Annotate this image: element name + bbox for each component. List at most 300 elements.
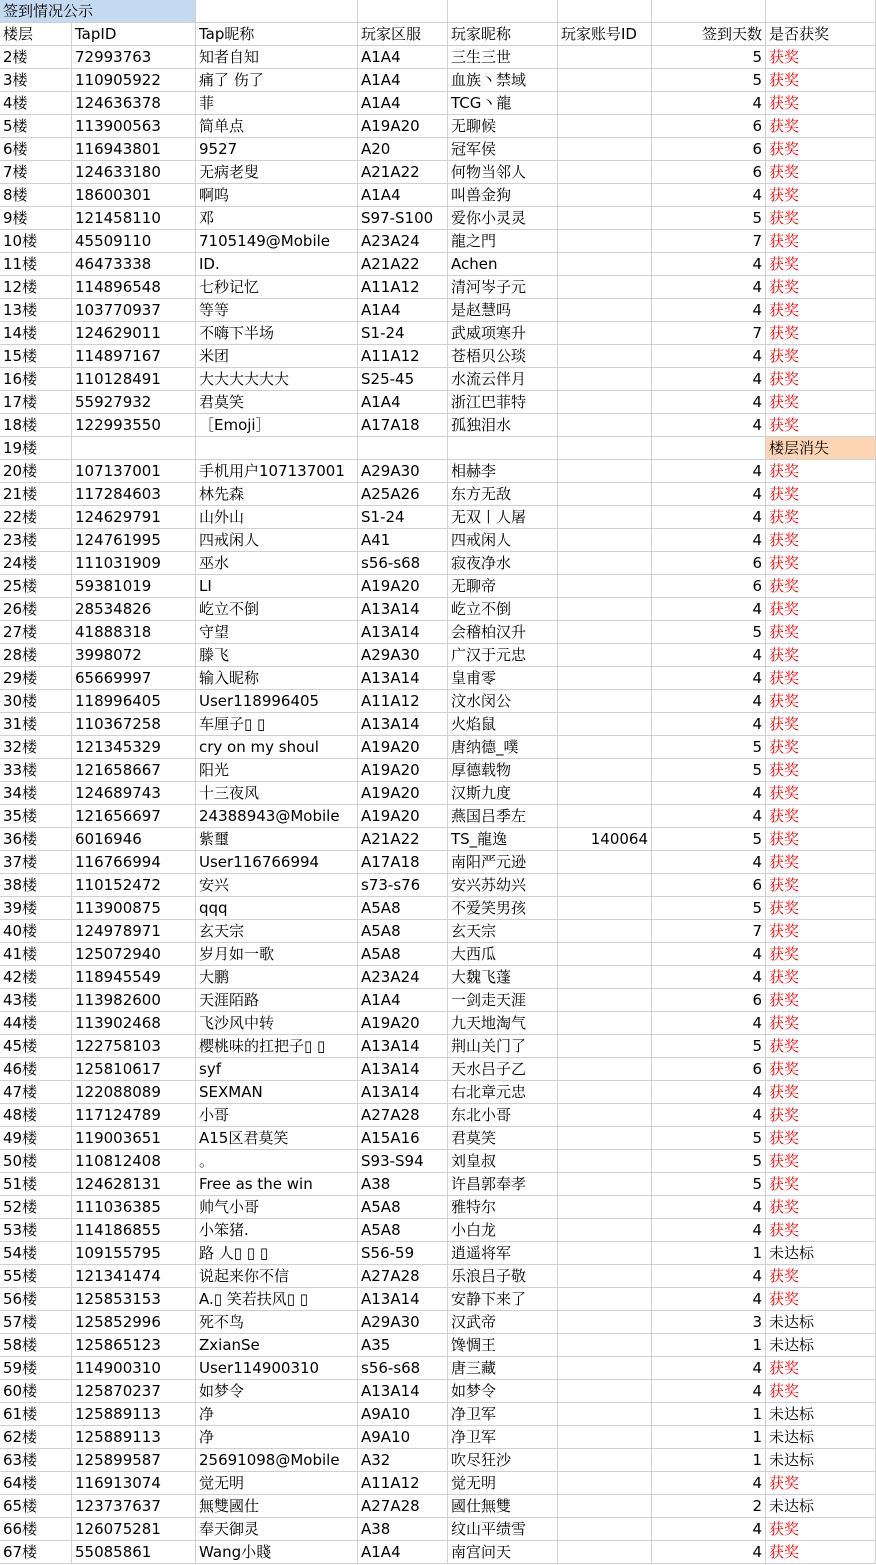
tapid-cell[interactable]: 113900563 — [72, 115, 196, 138]
award-cell[interactable]: 获奖 — [766, 552, 876, 575]
floor-cell[interactable]: 35楼 — [0, 805, 72, 828]
signin-days-cell[interactable]: 4 — [652, 1081, 766, 1104]
floor-cell[interactable]: 39楼 — [0, 897, 72, 920]
player-nickname-cell[interactable]: 安兴苏幼兴 — [448, 874, 558, 897]
server-cell[interactable]: s56-s68 — [358, 552, 448, 575]
award-cell[interactable]: 未达标 — [766, 1495, 876, 1518]
tap-nickname-cell[interactable]: 山外山 — [196, 506, 358, 529]
account-id-cell[interactable] — [558, 345, 652, 368]
award-cell[interactable]: 未达标 — [766, 1403, 876, 1426]
account-id-cell[interactable] — [558, 1426, 652, 1449]
player-nickname-cell[interactable]: 燕国吕季左 — [448, 805, 558, 828]
account-id-cell[interactable] — [558, 92, 652, 115]
tap-nickname-cell[interactable]: 觉无明 — [196, 1472, 358, 1495]
account-id-cell[interactable] — [558, 644, 652, 667]
player-nickname-cell[interactable]: 大魏飞蓬 — [448, 966, 558, 989]
tapid-cell[interactable]: 110812408 — [72, 1150, 196, 1173]
award-cell[interactable]: 获奖 — [766, 1173, 876, 1196]
player-nickname-cell[interactable]: 九天地淘气 — [448, 1012, 558, 1035]
server-cell[interactable]: A5A8 — [358, 920, 448, 943]
account-id-cell[interactable] — [558, 460, 652, 483]
tapid-cell[interactable]: 45509110 — [72, 230, 196, 253]
floor-cell[interactable]: 55楼 — [0, 1265, 72, 1288]
signin-days-cell[interactable]: 4 — [652, 851, 766, 874]
player-nickname-cell[interactable]: 净卫军 — [448, 1426, 558, 1449]
floor-cell[interactable]: 45楼 — [0, 1035, 72, 1058]
signin-days-cell[interactable]: 5 — [652, 621, 766, 644]
player-nickname-cell[interactable]: 雅特尔 — [448, 1196, 558, 1219]
player-nickname-cell[interactable]: 汶水闵公 — [448, 690, 558, 713]
tapid-cell[interactable]: 55927932 — [72, 391, 196, 414]
player-nickname-cell[interactable]: 孤独泪水 — [448, 414, 558, 437]
account-id-cell[interactable] — [558, 736, 652, 759]
signin-days-cell[interactable]: 6 — [652, 575, 766, 598]
floor-cell[interactable]: 42楼 — [0, 966, 72, 989]
award-cell[interactable]: 获奖 — [766, 276, 876, 299]
account-id-cell[interactable] — [558, 690, 652, 713]
tap-nickname-cell[interactable]: 不嗨下半场 — [196, 322, 358, 345]
player-nickname-cell[interactable]: 汉武帝 — [448, 1311, 558, 1334]
player-nickname-cell[interactable]: 吹尽狂沙 — [448, 1449, 558, 1472]
signin-days-cell[interactable]: 1 — [652, 1426, 766, 1449]
signin-days-cell[interactable]: 5 — [652, 736, 766, 759]
header-tapid[interactable]: TapID — [72, 23, 196, 46]
tapid-cell[interactable]: 114896548 — [72, 276, 196, 299]
tapid-cell[interactable]: 116913074 — [72, 1472, 196, 1495]
award-cell[interactable]: 获奖 — [766, 575, 876, 598]
floor-cell[interactable]: 9楼 — [0, 207, 72, 230]
award-cell[interactable]: 获奖 — [766, 483, 876, 506]
signin-days-cell[interactable]: 1 — [652, 1334, 766, 1357]
server-cell[interactable]: S93-S94 — [358, 1150, 448, 1173]
server-cell[interactable]: A1A4 — [358, 92, 448, 115]
tap-nickname-cell[interactable]: A15区君莫笑 — [196, 1127, 358, 1150]
signin-days-cell[interactable]: 4 — [652, 391, 766, 414]
floor-cell[interactable]: 6楼 — [0, 138, 72, 161]
tapid-cell[interactable]: 114900310 — [72, 1357, 196, 1380]
account-id-cell[interactable] — [558, 1127, 652, 1150]
floor-cell[interactable]: 66楼 — [0, 1518, 72, 1541]
signin-days-cell[interactable]: 4 — [652, 644, 766, 667]
award-cell[interactable]: 获奖 — [766, 989, 876, 1012]
header-award[interactable]: 是否获奖 — [766, 23, 876, 46]
tap-nickname-cell[interactable]: LI — [196, 575, 358, 598]
player-nickname-cell[interactable]: 龍之門 — [448, 230, 558, 253]
tapid-cell[interactable]: 111036385 — [72, 1196, 196, 1219]
player-nickname-cell[interactable]: 刘皇叔 — [448, 1150, 558, 1173]
server-cell[interactable]: A21A22 — [358, 253, 448, 276]
account-id-cell[interactable] — [558, 1265, 652, 1288]
tapid-cell[interactable]: 103770937 — [72, 299, 196, 322]
server-cell[interactable]: A35 — [358, 1334, 448, 1357]
tap-nickname-cell[interactable]: Free as the win — [196, 1173, 358, 1196]
floor-cell[interactable]: 49楼 — [0, 1127, 72, 1150]
tap-nickname-cell[interactable]: 岁月如一歌 — [196, 943, 358, 966]
floor-cell[interactable]: 59楼 — [0, 1357, 72, 1380]
account-id-cell[interactable] — [558, 1104, 652, 1127]
floor-cell[interactable]: 52楼 — [0, 1196, 72, 1219]
account-id-cell[interactable] — [558, 506, 652, 529]
signin-days-cell[interactable]: 4 — [652, 667, 766, 690]
award-cell[interactable]: 获奖 — [766, 368, 876, 391]
floor-cell[interactable]: 2楼 — [0, 46, 72, 69]
floor-cell[interactable]: 56楼 — [0, 1288, 72, 1311]
server-cell[interactable]: A5A8 — [358, 943, 448, 966]
tap-nickname-cell[interactable]: A.▯ 笑若扶风▯ ▯ — [196, 1288, 358, 1311]
tapid-cell[interactable]: 124633180 — [72, 161, 196, 184]
tap-nickname-cell[interactable]: 帅气小哥 — [196, 1196, 358, 1219]
tapid-cell[interactable]: 125853153 — [72, 1288, 196, 1311]
floor-cell[interactable]: 15楼 — [0, 345, 72, 368]
signin-days-cell[interactable]: 1 — [652, 1449, 766, 1472]
signin-days-cell[interactable]: 5 — [652, 69, 766, 92]
server-cell[interactable]: A15A16 — [358, 1127, 448, 1150]
server-cell[interactable]: S25-45 — [358, 368, 448, 391]
signin-days-cell[interactable]: 4 — [652, 1265, 766, 1288]
award-cell[interactable]: 获奖 — [766, 1518, 876, 1541]
award-cell[interactable]: 获奖 — [766, 69, 876, 92]
player-nickname-cell[interactable]: 乐浪吕子敬 — [448, 1265, 558, 1288]
account-id-cell[interactable] — [558, 1219, 652, 1242]
floor-cell[interactable]: 44楼 — [0, 1012, 72, 1035]
tapid-cell[interactable]: 72993763 — [72, 46, 196, 69]
tap-nickname-cell[interactable]: cry on my shoul — [196, 736, 358, 759]
signin-days-cell[interactable]: 6 — [652, 161, 766, 184]
server-cell[interactable]: A13A14 — [358, 667, 448, 690]
server-cell[interactable]: S97-S100 — [358, 207, 448, 230]
award-cell[interactable]: 获奖 — [766, 759, 876, 782]
server-cell[interactable]: A5A8 — [358, 1219, 448, 1242]
signin-days-cell[interactable]: 4 — [652, 1357, 766, 1380]
signin-days-cell[interactable]: 4 — [652, 506, 766, 529]
floor-cell[interactable]: 7楼 — [0, 161, 72, 184]
empty-cell[interactable] — [766, 0, 876, 23]
tap-nickname-cell[interactable]: 等等 — [196, 299, 358, 322]
account-id-cell[interactable] — [558, 598, 652, 621]
award-cell[interactable]: 获奖 — [766, 1219, 876, 1242]
signin-days-cell[interactable] — [652, 437, 766, 460]
tap-nickname-cell[interactable]: 大鹏 — [196, 966, 358, 989]
account-id-cell[interactable] — [558, 69, 652, 92]
award-cell[interactable]: 获奖 — [766, 644, 876, 667]
floor-cell[interactable]: 28楼 — [0, 644, 72, 667]
player-nickname-cell[interactable]: 國仕無雙 — [448, 1495, 558, 1518]
tapid-cell[interactable]: 124628131 — [72, 1173, 196, 1196]
server-cell[interactable]: A1A4 — [358, 299, 448, 322]
player-nickname-cell[interactable]: 如梦令 — [448, 1380, 558, 1403]
tapid-cell[interactable]: 125072940 — [72, 943, 196, 966]
server-cell[interactable]: A1A4 — [358, 391, 448, 414]
award-cell[interactable]: 获奖 — [766, 184, 876, 207]
account-id-cell[interactable] — [558, 368, 652, 391]
header-floor[interactable]: 楼层 — [0, 23, 72, 46]
tapid-cell[interactable]: 124629011 — [72, 322, 196, 345]
tap-nickname-cell[interactable]: 净 — [196, 1403, 358, 1426]
player-nickname-cell[interactable]: 觉无明 — [448, 1472, 558, 1495]
tapid-cell[interactable]: 126075281 — [72, 1518, 196, 1541]
player-nickname-cell[interactable]: 南宫问天 — [448, 1541, 558, 1564]
tapid-cell[interactable]: 113982600 — [72, 989, 196, 1012]
server-cell[interactable]: A19A20 — [358, 115, 448, 138]
award-cell[interactable]: 获奖 — [766, 1081, 876, 1104]
tapid-cell[interactable]: 65669997 — [72, 667, 196, 690]
tapid-cell[interactable]: 3998072 — [72, 644, 196, 667]
tap-nickname-cell[interactable]: 死不鸟 — [196, 1311, 358, 1334]
signin-days-cell[interactable]: 4 — [652, 690, 766, 713]
player-nickname-cell[interactable]: 无双丨人屠 — [448, 506, 558, 529]
player-nickname-cell[interactable]: 净卫军 — [448, 1403, 558, 1426]
floor-cell[interactable]: 32楼 — [0, 736, 72, 759]
signin-days-cell[interactable]: 6 — [652, 1058, 766, 1081]
tapid-cell[interactable]: 55085861 — [72, 1541, 196, 1564]
account-id-cell[interactable] — [558, 414, 652, 437]
tapid-cell[interactable]: 116943801 — [72, 138, 196, 161]
signin-days-cell[interactable]: 4 — [652, 368, 766, 391]
floor-cell[interactable]: 18楼 — [0, 414, 72, 437]
tap-nickname-cell[interactable]: 无病老叟 — [196, 161, 358, 184]
server-cell[interactable]: A41 — [358, 529, 448, 552]
tap-nickname-cell[interactable]: ID. — [196, 253, 358, 276]
signin-days-cell[interactable]: 4 — [652, 414, 766, 437]
server-cell[interactable]: A1A4 — [358, 1541, 448, 1564]
player-nickname-cell[interactable]: 皇甫零 — [448, 667, 558, 690]
award-cell[interactable]: 未达标 — [766, 1449, 876, 1472]
signin-days-cell[interactable]: 6 — [652, 115, 766, 138]
tapid-cell[interactable]: 59381019 — [72, 575, 196, 598]
signin-days-cell[interactable]: 7 — [652, 322, 766, 345]
floor-cell[interactable]: 13楼 — [0, 299, 72, 322]
player-nickname-cell[interactable]: 不爱笑男孩 — [448, 897, 558, 920]
tap-nickname-cell[interactable]: SEXMAN — [196, 1081, 358, 1104]
tap-nickname-cell[interactable]: 奉天御灵 — [196, 1518, 358, 1541]
signin-days-cell[interactable]: 5 — [652, 1150, 766, 1173]
server-cell[interactable]: A11A12 — [358, 690, 448, 713]
player-nickname-cell[interactable]: 火焰鼠 — [448, 713, 558, 736]
server-cell[interactable]: A13A14 — [358, 713, 448, 736]
tapid-cell[interactable]: 121658667 — [72, 759, 196, 782]
header-account-id[interactable]: 玩家账号ID — [558, 23, 652, 46]
account-id-cell[interactable] — [558, 184, 652, 207]
signin-days-cell[interactable]: 5 — [652, 759, 766, 782]
floor-cell[interactable]: 65楼 — [0, 1495, 72, 1518]
award-cell[interactable]: 获奖 — [766, 1288, 876, 1311]
player-nickname-cell[interactable]: 厚德载物 — [448, 759, 558, 782]
tapid-cell[interactable]: 107137001 — [72, 460, 196, 483]
player-nickname-cell[interactable]: 是赵慧吗 — [448, 299, 558, 322]
floor-cell[interactable]: 21楼 — [0, 483, 72, 506]
floor-cell[interactable]: 3楼 — [0, 69, 72, 92]
tapid-cell[interactable]: 110905922 — [72, 69, 196, 92]
floor-cell[interactable]: 38楼 — [0, 874, 72, 897]
player-nickname-cell[interactable]: 东方无敌 — [448, 483, 558, 506]
server-cell[interactable]: A27A28 — [358, 1265, 448, 1288]
award-cell[interactable]: 获奖 — [766, 667, 876, 690]
server-cell[interactable]: A23A24 — [358, 966, 448, 989]
tap-nickname-cell[interactable]: 守望 — [196, 621, 358, 644]
signin-days-cell[interactable]: 4 — [652, 460, 766, 483]
player-nickname-cell[interactable]: 纹山平绩雪 — [448, 1518, 558, 1541]
account-id-cell[interactable] — [558, 1518, 652, 1541]
tap-nickname-cell[interactable]: 说起来你不信 — [196, 1265, 358, 1288]
award-cell[interactable]: 未达标 — [766, 1311, 876, 1334]
floor-cell[interactable]: 60楼 — [0, 1380, 72, 1403]
player-nickname-cell[interactable]: 君莫笑 — [448, 1127, 558, 1150]
account-id-cell[interactable] — [558, 897, 652, 920]
floor-cell[interactable]: 10楼 — [0, 230, 72, 253]
player-nickname-cell[interactable]: 屹立不倒 — [448, 598, 558, 621]
tapid-cell[interactable]: 121345329 — [72, 736, 196, 759]
signin-days-cell[interactable]: 4 — [652, 943, 766, 966]
signin-days-cell[interactable]: 5 — [652, 828, 766, 851]
signin-days-cell[interactable]: 4 — [652, 1472, 766, 1495]
sheet-title[interactable]: 签到情况公示 — [0, 0, 196, 23]
account-id-cell[interactable] — [558, 920, 652, 943]
signin-days-cell[interactable]: 5 — [652, 1173, 766, 1196]
account-id-cell[interactable] — [558, 552, 652, 575]
empty-cell[interactable] — [196, 0, 358, 23]
header-player-nickname[interactable]: 玩家昵称 — [448, 23, 558, 46]
award-cell[interactable]: 获奖 — [766, 230, 876, 253]
tapid-cell[interactable]: 28534826 — [72, 598, 196, 621]
account-id-cell[interactable] — [558, 276, 652, 299]
player-nickname-cell[interactable]: 汉斯九度 — [448, 782, 558, 805]
empty-cell[interactable] — [652, 0, 766, 23]
floor-cell[interactable]: 40楼 — [0, 920, 72, 943]
tapid-cell[interactable]: 125810617 — [72, 1058, 196, 1081]
player-nickname-cell[interactable]: 清河岑子元 — [448, 276, 558, 299]
award-cell[interactable]: 未达标 — [766, 1242, 876, 1265]
tapid-cell[interactable]: 121458110 — [72, 207, 196, 230]
server-cell[interactable]: A38 — [358, 1173, 448, 1196]
floor-cell[interactable]: 11楼 — [0, 253, 72, 276]
account-id-cell[interactable] — [558, 1495, 652, 1518]
floor-cell[interactable]: 54楼 — [0, 1242, 72, 1265]
tapid-cell[interactable]: 121656697 — [72, 805, 196, 828]
server-cell[interactable]: A19A20 — [358, 805, 448, 828]
signin-days-cell[interactable]: 5 — [652, 1035, 766, 1058]
award-cell[interactable]: 获奖 — [766, 1380, 876, 1403]
account-id-cell[interactable] — [558, 966, 652, 989]
signin-days-cell[interactable]: 4 — [652, 1541, 766, 1564]
server-cell[interactable]: S56-59 — [358, 1242, 448, 1265]
signin-days-cell[interactable]: 6 — [652, 552, 766, 575]
player-nickname-cell[interactable]: 许昌郭奉孝 — [448, 1173, 558, 1196]
award-cell[interactable]: 楼层消失 — [766, 437, 876, 460]
signin-days-cell[interactable]: 7 — [652, 920, 766, 943]
tap-nickname-cell[interactable]: User118996405 — [196, 690, 358, 713]
tap-nickname-cell[interactable]: ［Emoji］ — [196, 414, 358, 437]
header-signin-days[interactable]: 签到天数 — [652, 23, 766, 46]
floor-cell[interactable]: 50楼 — [0, 1150, 72, 1173]
award-cell[interactable]: 获奖 — [766, 460, 876, 483]
server-cell[interactable]: A13A14 — [358, 1380, 448, 1403]
tap-nickname-cell[interactable]: 车厘子▯ ▯ — [196, 713, 358, 736]
tapid-cell[interactable] — [72, 437, 196, 460]
player-nickname-cell[interactable]: 寂夜净水 — [448, 552, 558, 575]
account-id-cell[interactable] — [558, 1311, 652, 1334]
tapid-cell[interactable]: 46473338 — [72, 253, 196, 276]
tap-nickname-cell[interactable]: 如梦令 — [196, 1380, 358, 1403]
award-cell[interactable]: 获奖 — [766, 1127, 876, 1150]
award-cell[interactable]: 未达标 — [766, 1426, 876, 1449]
account-id-cell[interactable] — [558, 1012, 652, 1035]
tapid-cell[interactable]: 114897167 — [72, 345, 196, 368]
account-id-cell[interactable] — [558, 1196, 652, 1219]
floor-cell[interactable]: 4楼 — [0, 92, 72, 115]
account-id-cell[interactable] — [558, 713, 652, 736]
account-id-cell[interactable] — [558, 1403, 652, 1426]
server-cell[interactable]: A13A14 — [358, 598, 448, 621]
award-cell[interactable]: 获奖 — [766, 1357, 876, 1380]
tapid-cell[interactable]: 122088089 — [72, 1081, 196, 1104]
signin-days-cell[interactable]: 1 — [652, 1403, 766, 1426]
signin-days-cell[interactable]: 4 — [652, 276, 766, 299]
floor-cell[interactable]: 62楼 — [0, 1426, 72, 1449]
server-cell[interactable]: s73-s76 — [358, 874, 448, 897]
signin-days-cell[interactable]: 4 — [652, 598, 766, 621]
player-nickname-cell[interactable]: 血族丶禁域 — [448, 69, 558, 92]
server-cell[interactable]: A27A28 — [358, 1104, 448, 1127]
signin-days-cell[interactable]: 6 — [652, 138, 766, 161]
tapid-cell[interactable]: 41888318 — [72, 621, 196, 644]
award-cell[interactable]: 获奖 — [766, 805, 876, 828]
server-cell[interactable]: A13A14 — [358, 1058, 448, 1081]
tap-nickname-cell[interactable]: 阳光 — [196, 759, 358, 782]
floor-cell[interactable]: 67楼 — [0, 1541, 72, 1564]
tap-nickname-cell[interactable]: User116766994 — [196, 851, 358, 874]
account-id-cell[interactable] — [558, 1150, 652, 1173]
signin-days-cell[interactable]: 4 — [652, 782, 766, 805]
tap-nickname-cell[interactable]: 手机用户107137001 — [196, 460, 358, 483]
player-nickname-cell[interactable]: 相赫李 — [448, 460, 558, 483]
player-nickname-cell[interactable]: 四戒闲人 — [448, 529, 558, 552]
tapid-cell[interactable]: 18600301 — [72, 184, 196, 207]
player-nickname-cell[interactable]: 馋惆王 — [448, 1334, 558, 1357]
award-cell[interactable]: 获奖 — [766, 736, 876, 759]
tap-nickname-cell[interactable]: 。 — [196, 1150, 358, 1173]
signin-days-cell[interactable]: 4 — [652, 1518, 766, 1541]
award-cell[interactable]: 获奖 — [766, 1104, 876, 1127]
floor-cell[interactable]: 8楼 — [0, 184, 72, 207]
header-tap-nickname[interactable]: Tap昵称 — [196, 23, 358, 46]
floor-cell[interactable]: 58楼 — [0, 1334, 72, 1357]
floor-cell[interactable]: 20楼 — [0, 460, 72, 483]
floor-cell[interactable]: 25楼 — [0, 575, 72, 598]
server-cell[interactable]: A11A12 — [358, 276, 448, 299]
award-cell[interactable]: 获奖 — [766, 874, 876, 897]
floor-cell[interactable]: 22楼 — [0, 506, 72, 529]
floor-cell[interactable]: 16楼 — [0, 368, 72, 391]
account-id-cell[interactable] — [558, 1081, 652, 1104]
account-id-cell[interactable] — [558, 1173, 652, 1196]
server-cell[interactable]: A19A20 — [358, 759, 448, 782]
tap-nickname-cell[interactable]: 安兴 — [196, 874, 358, 897]
tap-nickname-cell[interactable]: 输入昵称 — [196, 667, 358, 690]
floor-cell[interactable]: 29楼 — [0, 667, 72, 690]
floor-cell[interactable]: 33楼 — [0, 759, 72, 782]
floor-cell[interactable]: 43楼 — [0, 989, 72, 1012]
floor-cell[interactable]: 23楼 — [0, 529, 72, 552]
signin-days-cell[interactable]: 4 — [652, 1196, 766, 1219]
tapid-cell[interactable]: 109155795 — [72, 1242, 196, 1265]
player-nickname-cell[interactable]: 无聊帝 — [448, 575, 558, 598]
server-cell[interactable]: A1A4 — [358, 184, 448, 207]
account-id-cell[interactable] — [558, 138, 652, 161]
server-cell[interactable]: A17A18 — [358, 851, 448, 874]
empty-cell[interactable] — [358, 0, 448, 23]
signin-days-cell[interactable]: 4 — [652, 1288, 766, 1311]
account-id-cell[interactable] — [558, 851, 652, 874]
